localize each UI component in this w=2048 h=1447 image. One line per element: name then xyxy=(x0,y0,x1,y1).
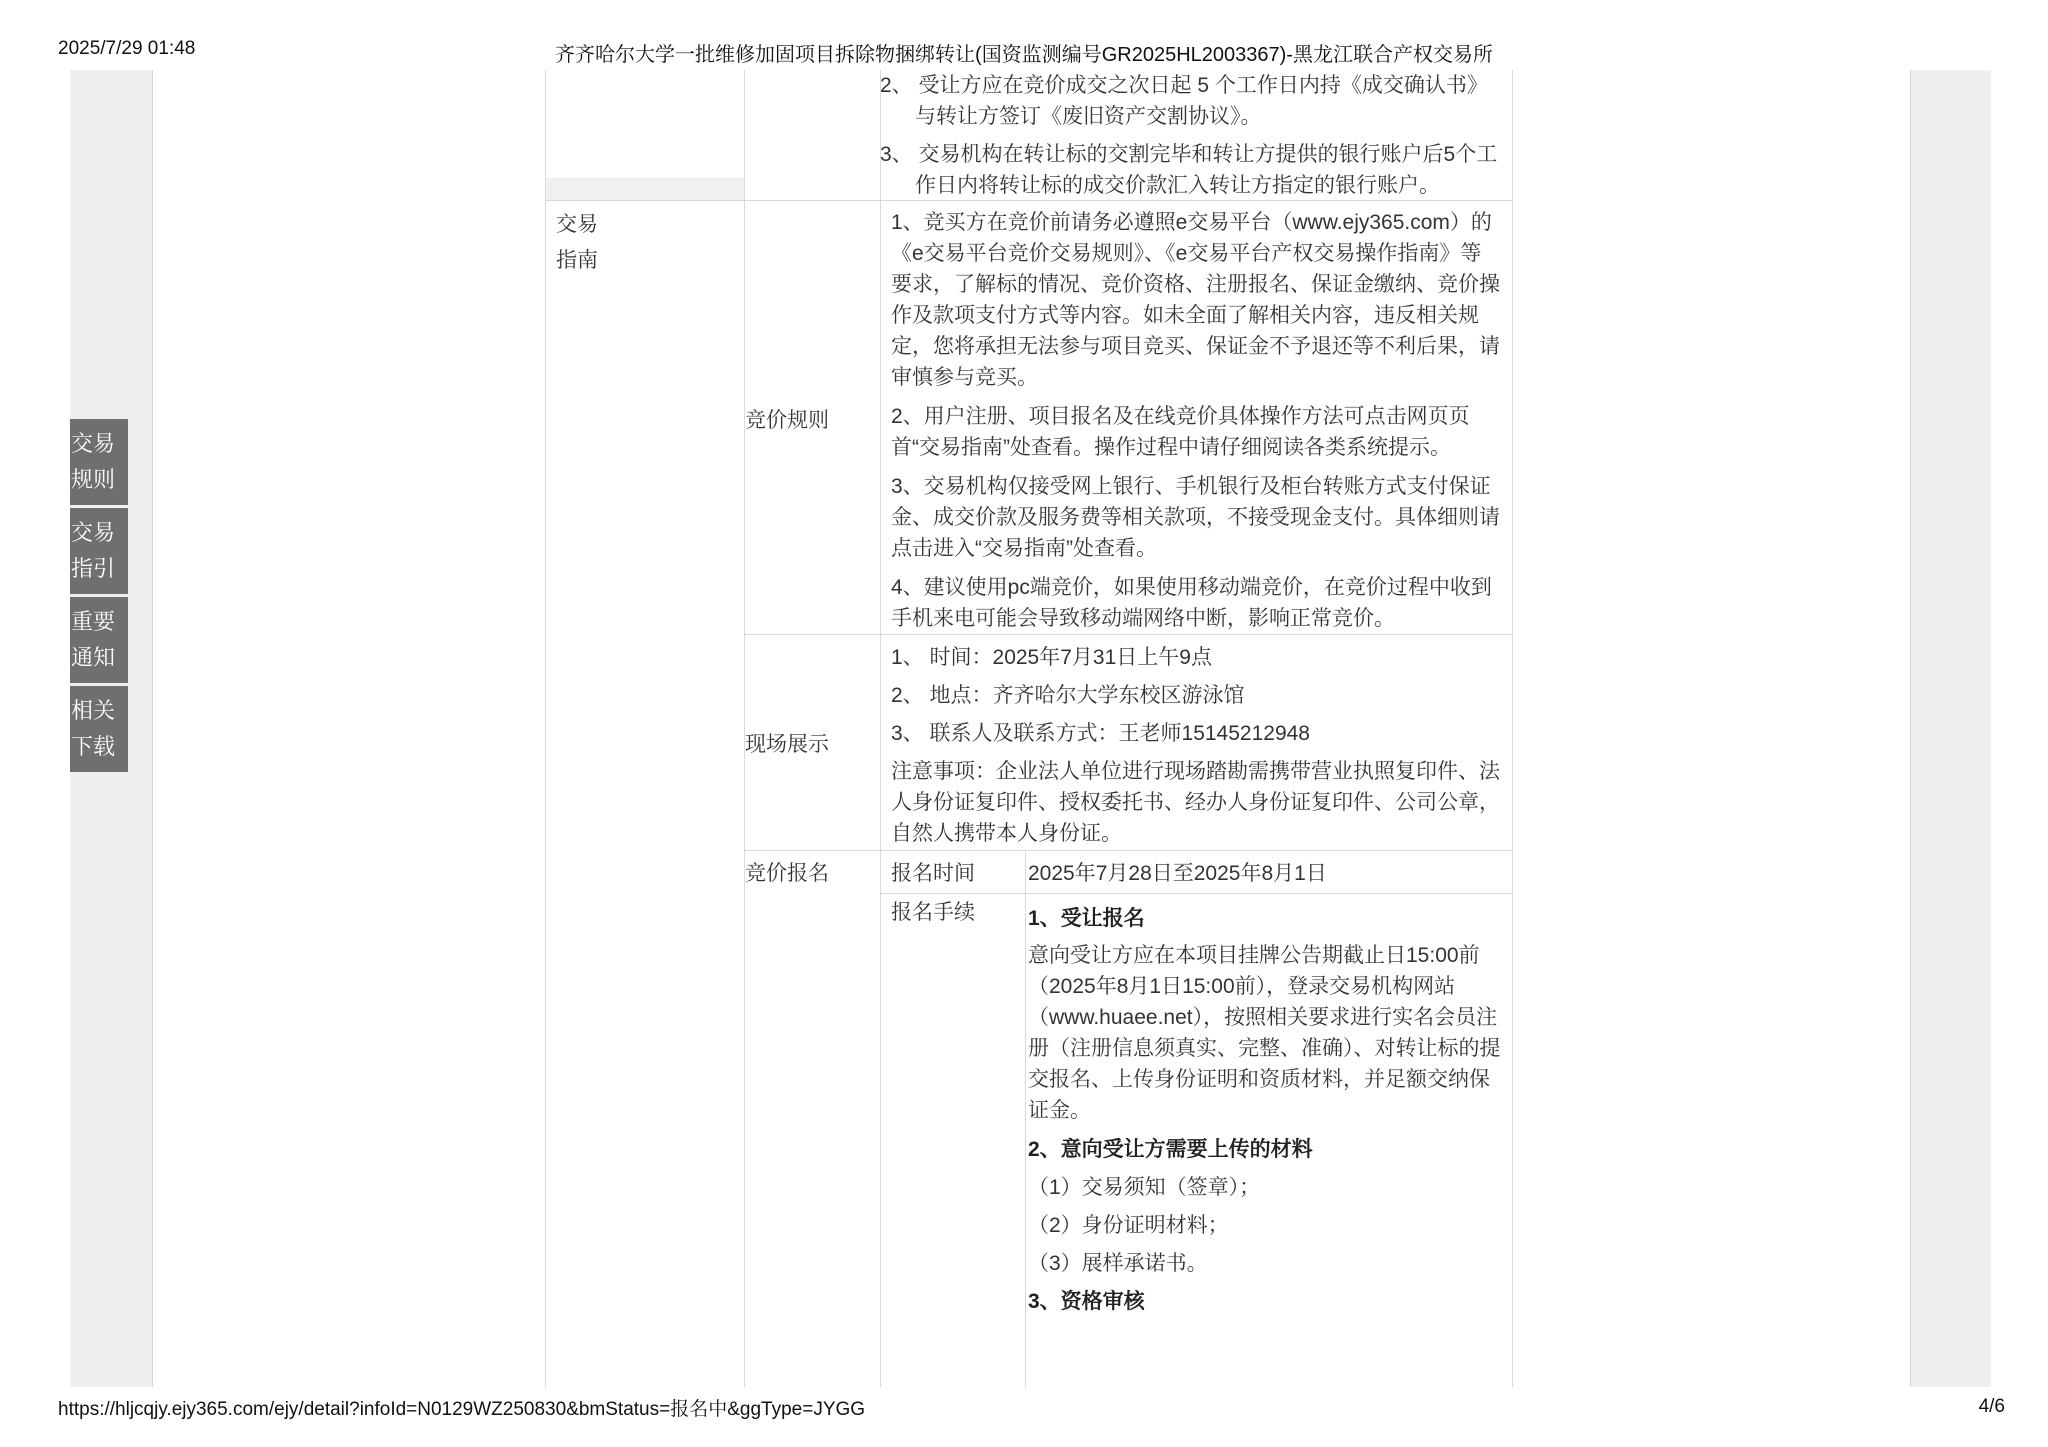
list-item: 1、 时间：2025年7月31日上午9点 xyxy=(891,646,1212,669)
nav-label: 重要 xyxy=(71,609,116,634)
list-item: 3、 联系人及联系方式：王老师15145212948 xyxy=(891,722,1310,745)
guide-label-line: 指南 xyxy=(556,249,598,272)
nav-label: 交易 xyxy=(71,520,116,545)
list-item: （2）身份证明材料； xyxy=(1028,1214,1229,1237)
transfer-items xyxy=(880,70,1505,209)
signup-time-value: 2025年7月28日至2025年8月1日 xyxy=(1028,862,1327,885)
list-item: 4、建议使用pc端竞价，如果使用移动端竞价，在竞价过程中收到手机来电可能会导致移动端网络中断，影响正常竞价。 xyxy=(891,576,1492,630)
side-nav-downloads[interactable] xyxy=(70,686,128,772)
nav-label: 相关 xyxy=(71,698,116,723)
list-item: （3）展样承诺书。 xyxy=(1028,1252,1208,1275)
list-item: 2、 地点：齐齐哈尔大学东校区游泳馆 xyxy=(891,684,1245,707)
section-heading: 2、意向受让方需要上传的材料 xyxy=(1028,1138,1313,1161)
signup-time-label: 报名时间 xyxy=(891,862,975,885)
guide-label-line: 交易 xyxy=(556,213,598,236)
side-nav-trade-rules[interactable] xyxy=(70,419,128,505)
bid-signup-label: 竞价报名 xyxy=(745,862,829,885)
nav-label: 规则 xyxy=(71,467,116,492)
print-date: 2025/7/29 01:48 xyxy=(58,38,196,59)
list-item: 2、用户注册、项目报名及在线竞价具体操作方法可点击网页页首“交易指南”处查看。操作过程中请仔细阅读各类系统提示。 xyxy=(891,405,1470,459)
side-nav xyxy=(70,419,128,775)
side-nav-trade-guide[interactable] xyxy=(70,508,128,594)
side-nav-important-notice[interactable] xyxy=(70,597,128,683)
bid-rules-label: 竞价规则 xyxy=(745,409,829,432)
print-page-number: 4/6 xyxy=(1978,1396,2005,1417)
nav-label: 通知 xyxy=(71,645,116,670)
list-item: 3、交易机构仅接受网上银行、手机银行及柜台转账方式支付保证金、成交价款及服务费等相关款项，不接受现金支付。具体细则请点击进入“交易指南”处查看。 xyxy=(891,475,1500,560)
print-page-title: 齐齐哈尔大学一批维修加固项目拆除物捆绑转让(国资监测编号GR2025HL2003367)-黑龙江联合产权交易所 xyxy=(555,44,1493,66)
site-show-label: 现场展示 xyxy=(745,733,829,756)
nav-label: 指引 xyxy=(71,556,116,581)
list-item: 3、 交易机构在转让标的交割完毕和转让方提供的银行账户后5个工作日内将转让标的成交价款汇入转让方指定的银行账户。 xyxy=(880,143,1498,197)
list-item: （1）交易须知（签章）； xyxy=(1028,1176,1261,1199)
signup-paragraph: 意向受让方应在本项目挂牌公告期截止日15:00前（2025年8月1日15:00前），登录交易机构网站（www.huaee.net），按照相关要求进行实名会员注册（注册信息须真实、完整、准确）、对转让标的提交报名、上传身份证明和资质材料，并足额交纳保证金。 xyxy=(1028,944,1501,1122)
guide-label xyxy=(556,207,598,279)
list-item: 2、 受让方应在竞价成交之次日起 5 个工作日内持《成交确认书》与转让方签订《废旧资产交割协议》。 xyxy=(880,74,1488,128)
list-item: 1、竞买方在竞价前请务必遵照e交易平台（www.ejy365.com）的《e交易平台竞价交易规则》、《e交易平台产权交易操作指南》等要求，了解标的情况、竞价资格、注册报名、保证金缴纳、竞价操作及款项支付方式等内容。如未全面了解相关内容，违反相关规定，您将承担无法参与项目竞买、保证金不予退还等不利后果，请审慎参与竞买。 xyxy=(891,211,1500,389)
nav-label: 交易 xyxy=(71,431,116,456)
section-heading: 3、资格审核 xyxy=(1028,1290,1145,1313)
right-gutter xyxy=(1910,70,1991,1387)
section-heading: 1、受让报名 xyxy=(1028,907,1145,930)
signup-procedure-label: 报名手续 xyxy=(891,901,975,924)
print-url: https://hljcqjy.ejy365.com/ejy/detail?infoId=N0129WZ250830&bmStatus=报名中&ggType=JYGG xyxy=(58,1399,866,1420)
bid-rules-content xyxy=(891,207,1501,642)
signup-procedure-content xyxy=(1028,903,1510,1325)
site-show-content xyxy=(891,642,1501,849)
site-show-note: 注意事项：企业法人单位进行现场踏勘需携带营业执照复印件、法人身份证复印件、授权委托书、经办人身份证复印件、公司公章，自然人携带本人身份证。 xyxy=(891,760,1500,845)
nav-label: 下载 xyxy=(71,734,116,759)
